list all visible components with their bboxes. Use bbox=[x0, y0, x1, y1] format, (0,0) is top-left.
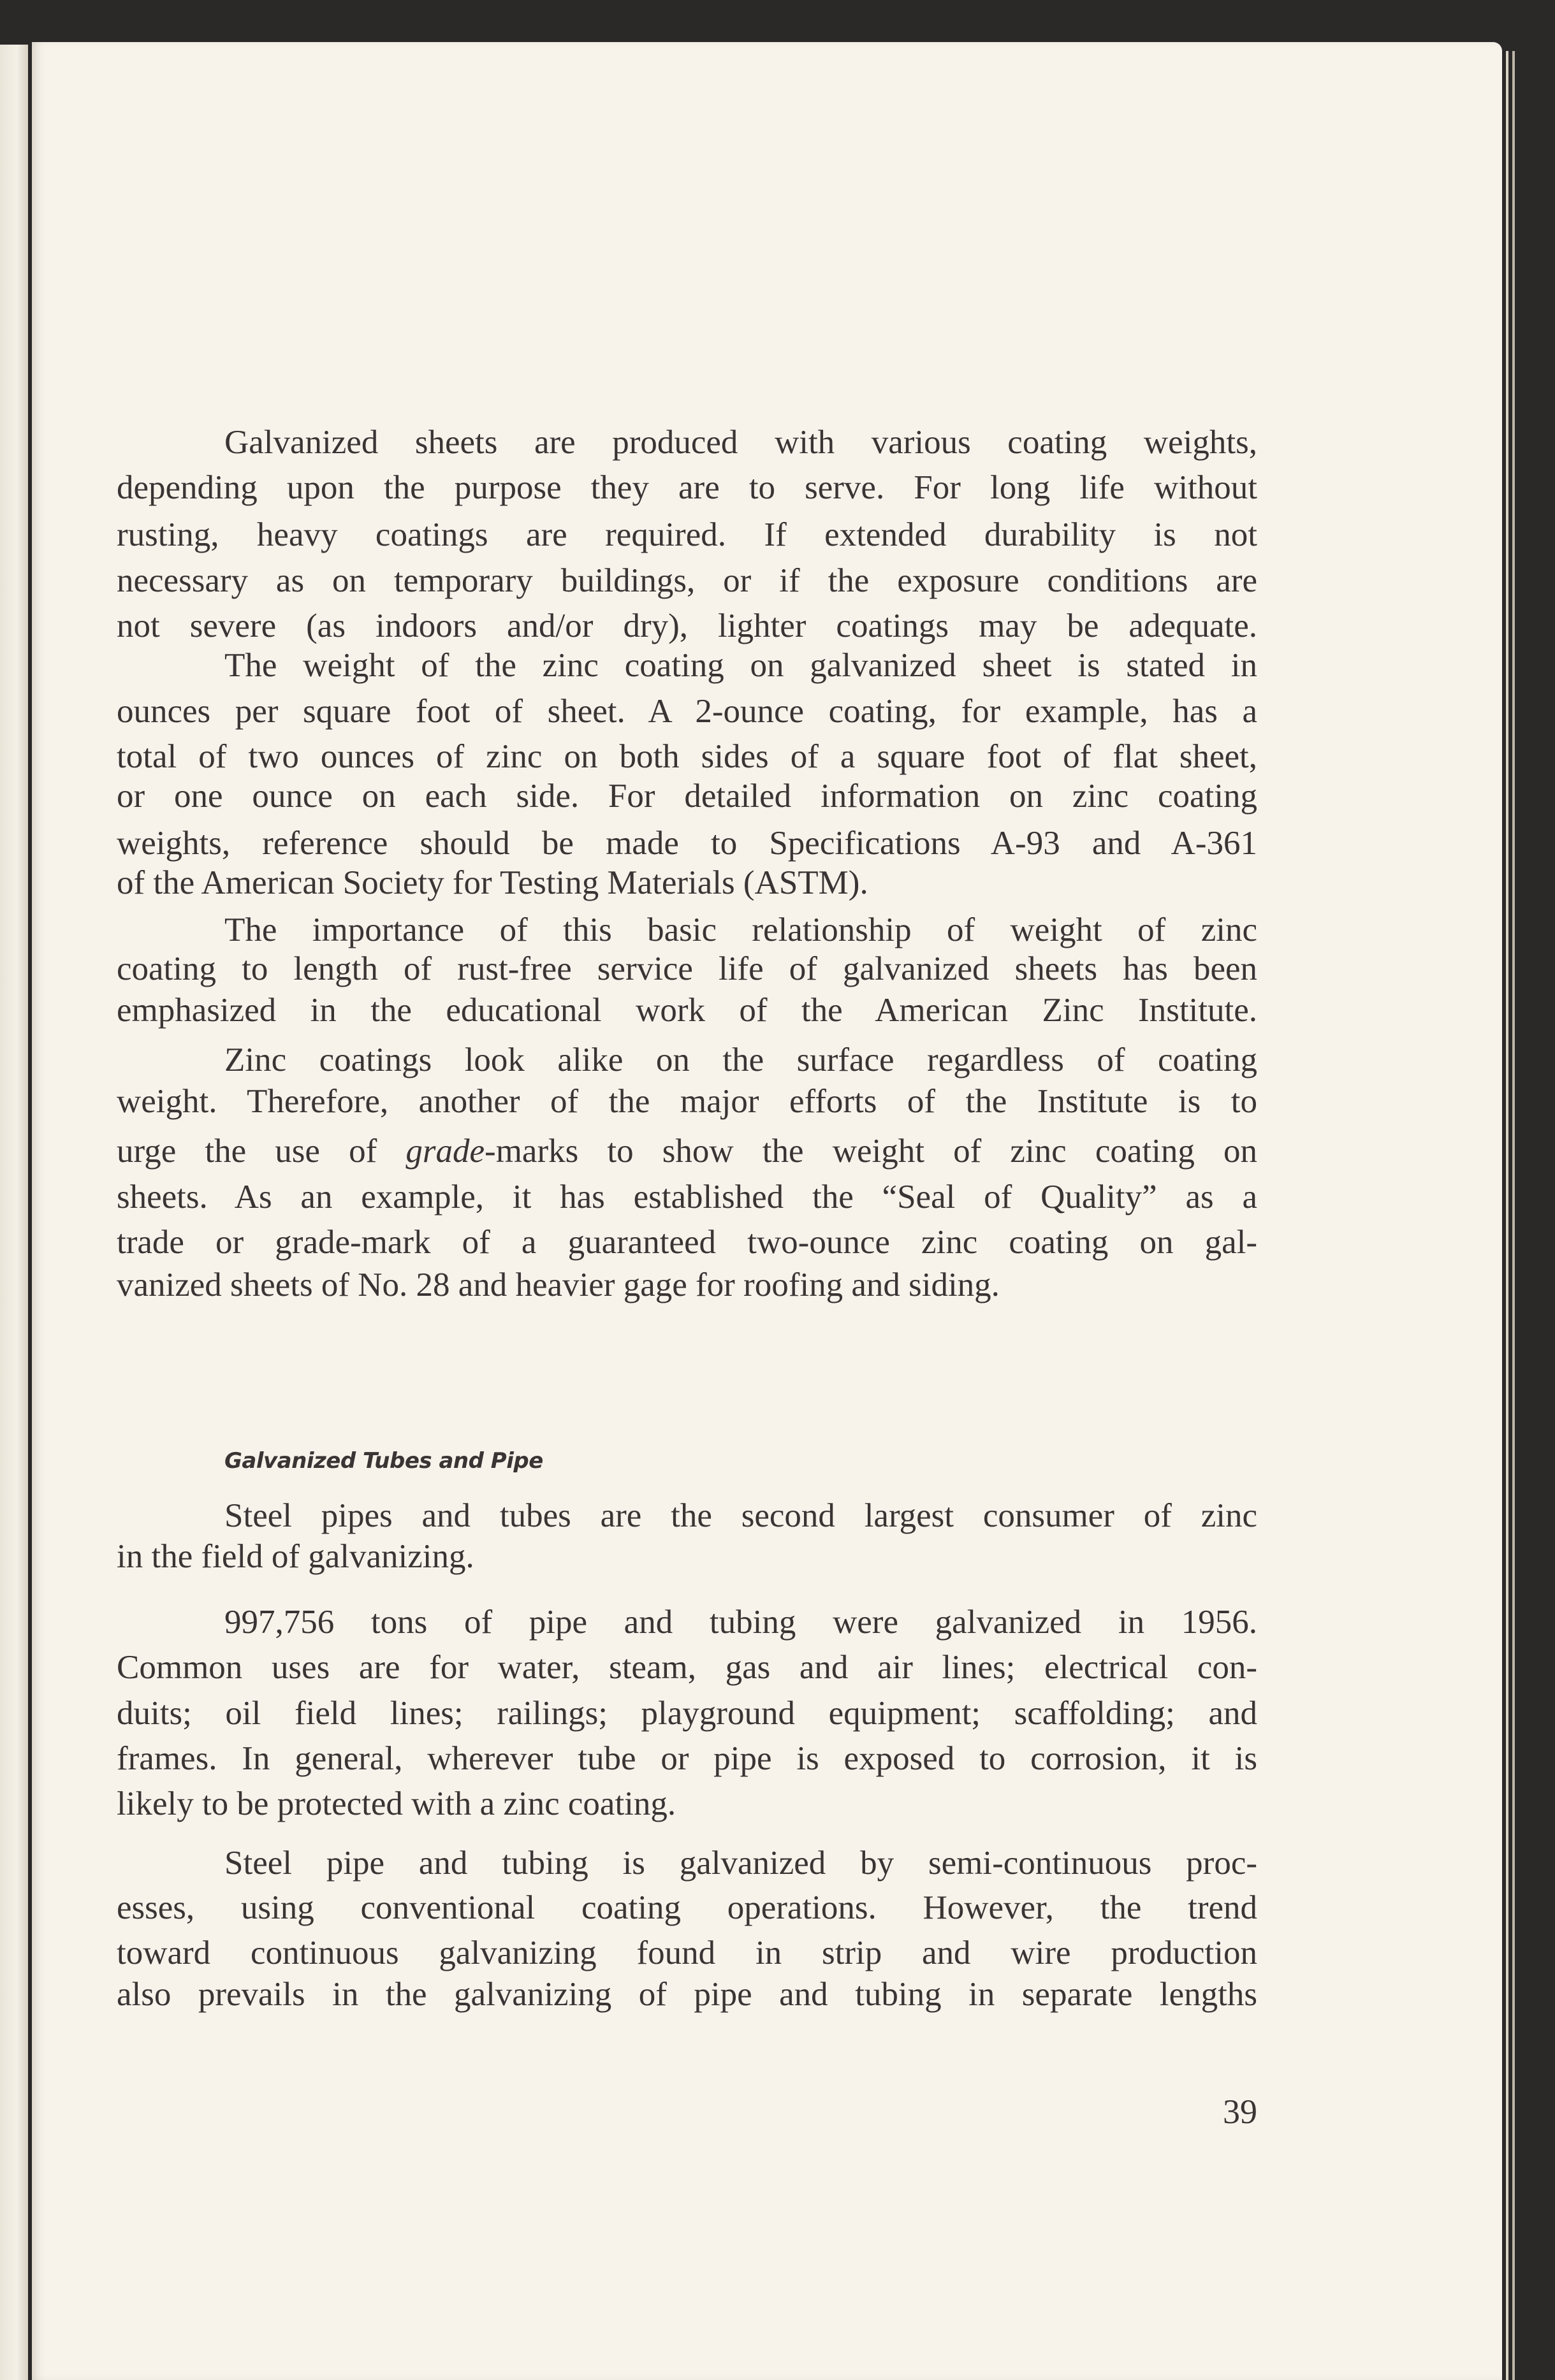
text-line: necessary as on temporary buildings, or if the exposure conditions are bbox=[117, 562, 1257, 599]
text-line: Galvanized sheets are produced with various coating weights, bbox=[224, 424, 1257, 461]
page-edge bbox=[1512, 51, 1515, 2380]
page-edge bbox=[1506, 51, 1508, 2380]
text-line: Zinc coatings look alike on the surface regardless of coating bbox=[224, 1041, 1257, 1078]
facing-page-edge bbox=[0, 45, 28, 2380]
text-line: frames. In general, wherever tube or pipe is exposed to corrosion, it is bbox=[117, 1740, 1257, 1777]
text-line: coating to length of rust-free service life of galvanized sheets has been bbox=[117, 950, 1257, 987]
text-line: also prevails in the galvanizing of pipe and tubing in separate lengths bbox=[117, 1976, 1257, 2013]
text-span: -marks to show the weight of zinc coating on bbox=[485, 1133, 1258, 1170]
text-line: of the American Society for Testing Materials (ASTM). bbox=[117, 864, 868, 901]
text-line: depending upon the purpose they are to serve. For long life without bbox=[117, 469, 1257, 506]
text-line: ounces per square foot of sheet. A 2-ounce coating, for example, has a bbox=[117, 693, 1257, 730]
text-span: urge the use of bbox=[117, 1133, 406, 1170]
text-line: weights, reference should be made to Specifications A-93 and A-361 bbox=[117, 825, 1257, 862]
text-line: 997,756 tons of pipe and tubing were galvanized in 1956. bbox=[224, 1604, 1257, 1641]
text-line: rusting, heavy coatings are required. If extended durability is not bbox=[117, 516, 1257, 553]
text-line: Steel pipes and tubes are the second largest consumer of zinc bbox=[224, 1497, 1257, 1534]
text-line: or one ounce on each side. For detailed information on zinc coating bbox=[117, 778, 1257, 815]
page-number: 39 bbox=[1223, 2093, 1257, 2131]
italic-text: grade bbox=[405, 1133, 485, 1170]
text-line: esses, using conventional coating operations. However, the trend bbox=[117, 1889, 1257, 1926]
text-line: toward continuous galvanizing found in strip and wire production bbox=[117, 1934, 1257, 1971]
text-line: total of two ounces of zinc on both sides of a square foot of flat sheet, bbox=[117, 738, 1257, 775]
text-line: vanized sheets of No. 28 and heavier gage for roofing and siding. bbox=[117, 1266, 1000, 1303]
text-line: not severe (as indoors and/or dry), lighter coatings may be adequate. bbox=[117, 607, 1257, 644]
text-line: Steel pipe and tubing is galvanized by semi-continuous proc- bbox=[224, 1845, 1257, 1882]
text-line: Common uses are for water, steam, gas and air lines; electrical con- bbox=[117, 1649, 1257, 1686]
text-line: emphasized in the educational work of the American Zinc Institute. bbox=[117, 992, 1257, 1029]
text-line: trade or grade-mark of a guaranteed two-ounce zinc coating on gal- bbox=[117, 1224, 1257, 1261]
text-line bbox=[117, 1128, 1257, 1174]
section-heading: Galvanized Tubes and Pipe bbox=[224, 1448, 543, 1474]
text-line: weight. Therefore, another of the major efforts of the Institute is to bbox=[117, 1083, 1257, 1120]
text-line: likely to be protected with a zinc coating. bbox=[117, 1785, 676, 1822]
text-line: in the field of galvanizing. bbox=[117, 1538, 474, 1575]
text-line: The weight of the zinc coating on galvanized sheet is stated in bbox=[224, 647, 1257, 684]
text-line: sheets. As an example, it has established the “Seal of Quality” as a bbox=[117, 1179, 1257, 1215]
text-line: duits; oil field lines; railings; playground equipment; scaffolding; and bbox=[117, 1695, 1257, 1732]
text-line: The importance of this basic relationship of weight of zinc bbox=[224, 911, 1257, 948]
